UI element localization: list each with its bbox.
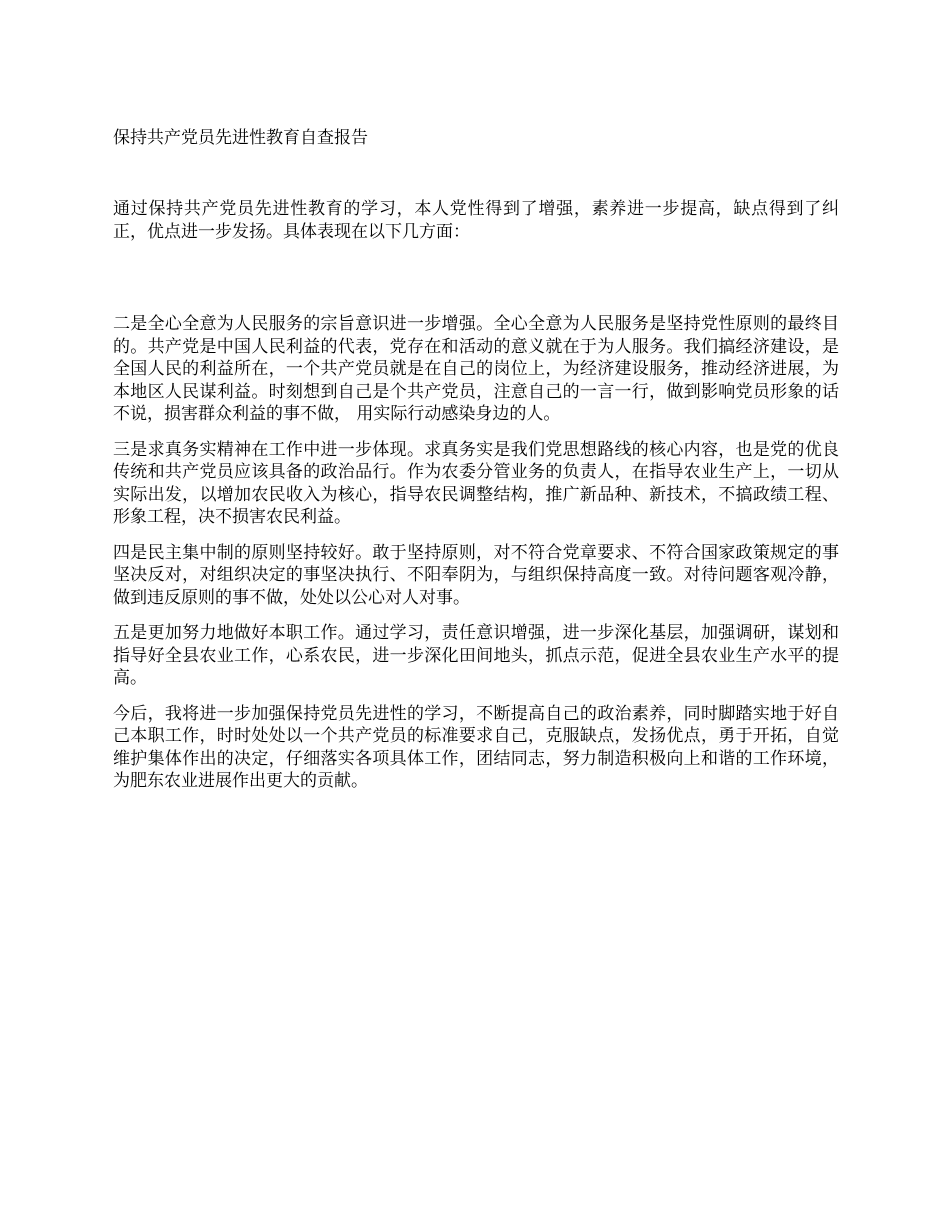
paragraph-point-three: 三是求真务实精神在工作中进一步体现。求真务实是我们党思想路线的核心内容，也是党的优良传统和共产党员应该具备的政治品行。作为农委分管业务的负责人，在指导农业生产上，一切从实际出发，以增加农民收入为核心，指导农民调整结构，推广新品种、新技术，不搞政绩工程、形象工程，决不损害农民利益。 — [113, 439, 839, 527]
paragraph-point-two: 二是全心全意为人民服务的宗旨意识进一步增强。全心全意为人民服务是坚持党性原则的最终目的。共产党是中国人民利益的代表，党存在和活动的意义就在于为人服务。我们搞经济建设，是全国人民的利益所在，一个共产党员就是在自己的岗位上，为经济建设服务，推动经济进展，为本地区人民谋利益。时刻想到自己是个共产党员，注意自己的一言一行，做到影响党员形象的话不说，损害群众利益的事不做， 用实际行动感染身边的人。 — [113, 314, 839, 424]
document-body — [113, 198, 839, 793]
paragraph-intro: 通过保持共产党员先进性教育的学习，本人党性得到了增强，素养进一步提高，缺点得到了纠正，优点进一步发扬。具体表现在以下几方面： — [113, 199, 839, 242]
paragraph-conclusion: 今后，我将进一步加强保持党员先进性的学习，不断提高自己的政治素养，同时脚踏实地于好自己本职工作，时时处处以一个共产党员的标准要求自己，克服缺点，发扬优点，勇于开拓，自觉维护集体作出的决定，仔细落实各项具体工作，团结同志，努力制造积极向上和谐的工作环境，为肥东农业进展作出更大的贡献。 — [113, 703, 839, 791]
document-title: 保持共产党员先进性教育自查报告 — [113, 128, 368, 148]
paragraph-point-four: 四是民主集中制的原则坚持较好。敢于坚持原则，对不符合党章要求、不符合国家政策规定的事坚决反对，对组织决定的事坚决执行、不阳奉阴为，与组织保持高度一致。对待问题客观冷静，做到违反原则的事不做，处处以公心对人对事。 — [113, 542, 839, 608]
paragraph-point-five: 五是更加努力地做好本职工作。通过学习，责任意识增强，进一步深化基层，加强调研，谋划和指导好全县农业工作，心系农民，进一步深化田间地头，抓点示范，促进全县农业生产水平的提高。 — [113, 623, 839, 688]
